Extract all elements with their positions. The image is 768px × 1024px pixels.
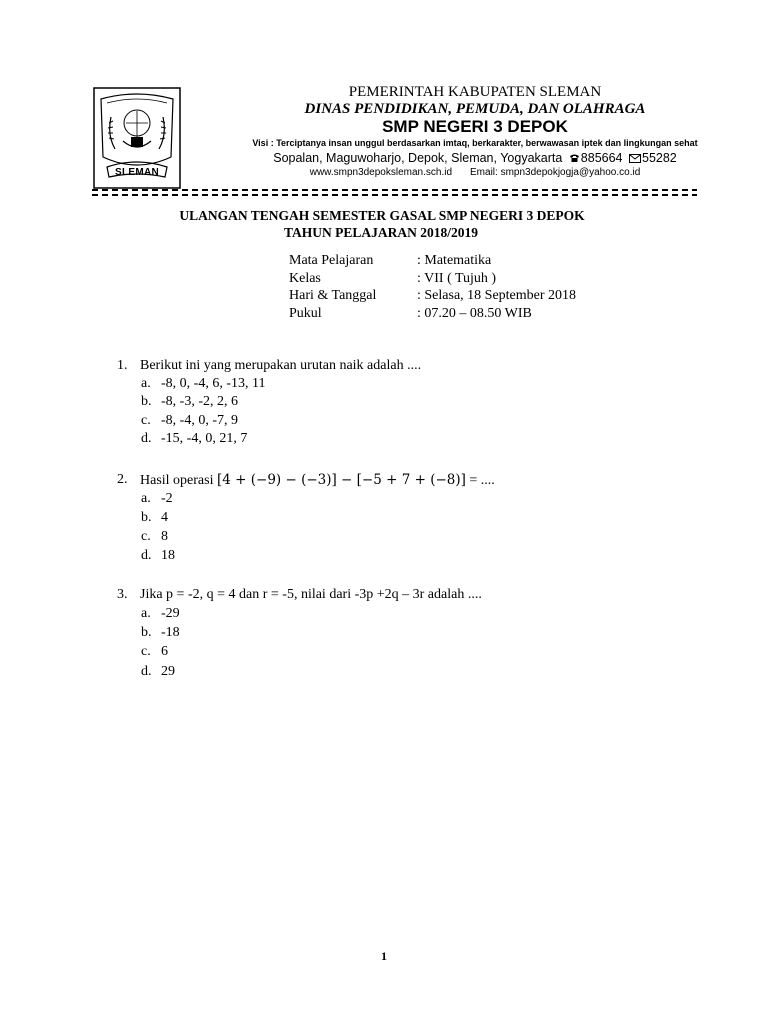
option-value: -18: [161, 625, 180, 640]
option-letter: d.: [141, 431, 152, 446]
header-divider-bottom: [92, 194, 697, 196]
option-value: -2: [161, 491, 173, 506]
option-letter: d.: [141, 664, 152, 679]
school-address: Sopalan, Maguwoharjo, Depok, Sleman, Yogyakarta: [273, 151, 563, 165]
info-label: Mata Pelajaran: [289, 253, 374, 268]
question-number: 1.: [117, 358, 128, 373]
option-letter: b.: [141, 510, 152, 525]
info-row-subject: [289, 253, 709, 271]
info-value: : Selasa, 18 September 2018: [417, 288, 577, 303]
option-letter: b.: [141, 625, 152, 640]
option-letter: c.: [141, 413, 151, 428]
question-lead: Hasil operasi: [140, 473, 214, 488]
option-value: 29: [161, 664, 175, 679]
department-name: DINAS PENDIDIKAN, PEMUDA, DAN OLAHRAGA: [304, 101, 646, 117]
info-label: Pukul: [289, 305, 322, 321]
option-letter: a.: [141, 606, 151, 621]
info-row-class: [289, 271, 709, 289]
academic-year: TAHUN PELAJARAN 2018/2019: [283, 225, 478, 240]
option-value: 6: [161, 644, 168, 659]
question-math-expression: [4 + (−9) − (−3)] − [−5 + 7 + (−8)]: [216, 472, 466, 488]
school-phone: 885664: [580, 151, 623, 165]
question-text: Jika p = -2, q = 4 dan r = -5, nilai dari -3p +2q – 3r adalah ....: [140, 587, 482, 602]
question-text: Berikut ini yang merupakan urutan naik adalah ....: [140, 358, 422, 373]
info-value: : 07.20 – 08.50 WIB: [417, 305, 532, 321]
option-value: -29: [161, 606, 180, 621]
info-label: Hari & Tanggal: [289, 288, 377, 303]
exam-info-table: [289, 253, 709, 323]
option-letter: a.: [141, 376, 151, 391]
question-number: 2.: [117, 472, 128, 487]
school-email[interactable]: Email: smpn3depokjogja@yahoo.co.id: [470, 167, 641, 178]
option-value: 4: [161, 510, 168, 525]
info-row-date: [289, 288, 709, 306]
school-address-line: [190, 151, 760, 165]
envelope-icon: [629, 154, 641, 163]
option-value: 18: [161, 548, 175, 563]
option-letter: a.: [141, 491, 151, 506]
sleman-logo: [93, 87, 181, 189]
option-letter: c.: [141, 529, 151, 544]
telephone-icon: [569, 153, 580, 163]
government-name: PEMERINTAH KABUPATEN SLEMAN: [348, 84, 602, 100]
school-website[interactable]: www.smpn3depoksleman.sch.id: [309, 167, 453, 178]
school-vision: Visi : Terciptanya insan unggul berdasarkan imtaq, berkarakter, berwawasan iptek dan lingkungan sehat: [252, 138, 698, 148]
header-divider-top: [92, 189, 697, 191]
question-suffix: = ....: [465, 473, 495, 488]
info-value: : VII ( Tujuh ): [417, 270, 497, 286]
logo-caption: SLEMAN: [114, 167, 160, 178]
info-label: Kelas: [289, 270, 321, 286]
page-number: 1: [381, 949, 387, 963]
question-number: 3.: [117, 587, 128, 602]
option-letter: c.: [141, 644, 151, 659]
school-postal-code: 55282: [642, 151, 677, 165]
option-letter: b.: [141, 394, 152, 409]
school-contact-line: [190, 167, 760, 178]
option-value: -8, 0, -4, 6, -13, 11: [161, 376, 266, 391]
question-text: [140, 472, 495, 489]
info-value: : Matematika: [417, 253, 492, 268]
info-row-time: [289, 306, 709, 324]
school-name: SMP NEGERI 3 DEPOK: [382, 117, 568, 136]
exam-title: ULANGAN TENGAH SEMESTER GASAL SMP NEGERI 3 DEPOK: [179, 208, 585, 223]
option-value: -8, -3, -2, 2, 6: [161, 394, 238, 409]
option-letter: d.: [141, 548, 152, 563]
option-value: 8: [161, 529, 168, 544]
option-value: -15, -4, 0, 21, 7: [161, 431, 248, 446]
option-value: -8, -4, 0, -7, 9: [161, 413, 238, 428]
